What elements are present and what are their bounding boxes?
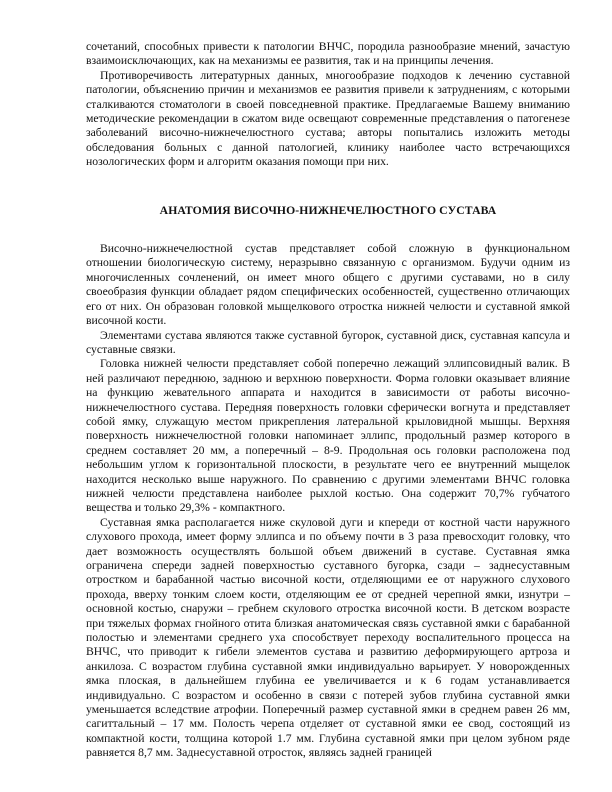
body-paragraph: Головка нижней челюсти представляет собой поперечно лежащий эллипсовидный валик. В ней различают переднюю, заднюю и верхнюю поверхности. Форма головки оказывает влияние на функцию жевательного аппарата и находится в зависимости от работы височно-нижнечелюстного сустава. Передняя поверхность головки сферически вогнута и представляет собой ямку, служащую местом прикрепления латеральной крыловидной мышцы. Верхняя поверхность нижнечелюстной головки напоминает эллипс, продольный размер которого в среднем составляет 20 мм, а поперечный – 8-9. Продольная ось головки расположена под небольшим углом к горизонтальной плоскости, в результате чего ее внутренний мыщелок находится несколько выше наружного. По сравнению с другими элементами ВНЧС головка нижней челюсти представлена наиболее рыхлой костью. Она содержит 70,7% губчатого вещества и только 29,3% - компактного. xyxy=(86,357,570,515)
document-page xyxy=(86,40,570,761)
body-paragraph: Суставная ямка располагается ниже скуловой дуги и кпереди от костной части наружного слухового прохода, имеет форму эллипса и по объему почти в 3 раза превосходит головку, что дает возможность осуществлять большой объем движений в суставе. Суставная ямка ограничена спереди задней поверхностью суставного бугорка, сзади – заднесуставным отростком и барабанной частью височной кости, отделяющими ее от наружного слухового прохода, вверху тонким слоем кости, отделяющим ее от средней черепной ямки, изнутри – основной костью, снаружи – гребнем скулового отростка височной кости. В детском возрасте при тяжелых формах гнойного отита близкая анатомическая связь суставной ямки с барабанной полостью и элементами среднего уха способствует переходу воспалительного процесса на ВНЧС, что приводит к гибели элементов сустава и развитию деформирующего артроза и анкилоза. С возрастом глубина суставной ямки индивидуально варьирует. У новорожденных ямка плоская, в дальнейшем глубина ее увеличивается и к 6 годам устанавливается индивидуально. С возрастом и особенно в связи с потерей зубов глубина суставной ямки уменьшается вследствие атрофии. Поперечный размер суставной ямки в среднем равен 26 мм, сагиттальный – 17 мм. Полость черепа отделяет от суставной ямки ее свод, состоящий из компактной кости, толщина которой 1.7 мм. Глубина суставной ямки при целом зубном ряде равняется 8,7 мм. Заднесуставной отросток, являясь задней границей xyxy=(86,515,570,760)
body-paragraph: Элементами сустава являются также суставной бугорок, суставной диск, суставная капсула и суставные связки. xyxy=(86,328,570,356)
section-heading: АНАТОМИЯ ВИСОЧНО-НИЖНЕЧЕЛЮСТНОГО СУСТАВА xyxy=(159,203,497,217)
body-paragraph: Височно-нижнечелюстной сустав представляет собой сложную в функциональном отношении биологическую систему, неразрывно связанную с организмом. Будучи одним из многочисленных сочленений, он имеет много общего с другими суставами, но в силу своеобразия функции обладает рядом специфических особенностей, существенно отличающих его от них. Он образован головкой мыщелкового отростка нижней челюсти и суставной ямкой височной кости. xyxy=(86,242,570,328)
intro-paragraph: Противоречивость литературных данных, многообразие подходов к лечению суставной патологии, объяснению причин и механизмов ее развития привели к затруднениям, с которыми сталкиваются стоматологи в своей повседневной практике. Предлагаемые Вашему вниманию методические рекомендации в сжатом виде освещают современные представления о патогенезе заболеваний височно-нижнечелюстного сустава; авторы попытались изложить методы обследования больных с данной патологией, клинику наиболее часто встречающихся нозологических форм и алгоритм оказания помощи при них. xyxy=(86,68,570,169)
intro-continuation-paragraph: сочетаний, способных привести к патологии ВНЧС, породила разнообразие мнений, зачастую взаимоисключающих, как на механизмы ее развития, так и на принципы лечения. xyxy=(86,40,570,68)
